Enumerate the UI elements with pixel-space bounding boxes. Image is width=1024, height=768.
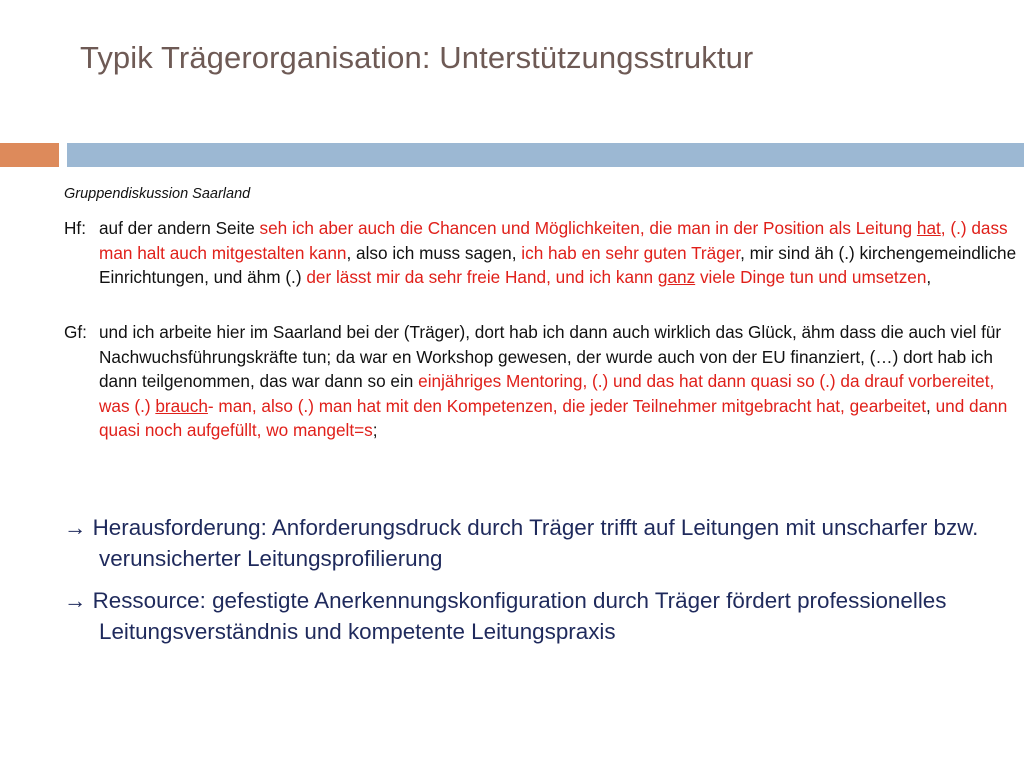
gf-text-3: ;: [372, 420, 378, 441]
hf-text-2: , also ich muss sagen,: [346, 242, 522, 263]
hf-highlight-4: der lässt mir da sehr freie Hand, und ich kann: [306, 267, 658, 288]
gf-underline-1: brauch: [155, 395, 208, 416]
gf-text-2: ,: [926, 395, 936, 416]
hf-text-1: auf der andern Seite: [99, 218, 260, 238]
slide-title: Typik Trägerorganisation: Unterstützungsstruktur: [80, 40, 754, 75]
transcript-turn-gf: [64, 320, 1024, 443]
conclusion-challenge: → Herausforderung: Anforderungsdruck durch Träger trifft auf Leitungen mit unscharfer bzw. verunsicherter Leitungsprofilierung: [64, 515, 979, 571]
gf-highlight-2: - man, also (.) man hat mit den Kompetenzen, die jeder Teilnehmer mitgebracht hat, gearbeitet: [207, 395, 927, 416]
gf-text-1: und ich arbeite hier im Saarland bei der (Träger), dort hab ich dann auch wirklich das Glück, ähm dass die auch viel für Nachwuchsführungskräfte tun; da war en Workshop gewesen, der wurde auch von der EU finanziert, (…) dort hab ich dann teilgenommen, das war dann so ein: [99, 322, 1002, 392]
accent-bar-orange: [0, 143, 59, 167]
hf-highlight-5: viele Dinge tun und umsetzen: [695, 267, 927, 288]
accent-bar-blue: [67, 143, 1024, 167]
source-label: Gruppendiskussion Saarland: [64, 186, 251, 202]
hf-highlight-1: seh ich aber auch die Chancen und Möglichkeiten, die man in der Position als Leitung: [259, 218, 917, 238]
hf-underline-2: ganz: [657, 267, 696, 288]
conclusion-resource: → Ressource: gefestigte Anerkennungskonfiguration durch Träger fördert professionelles Leitungsverständnis und kompetente Leitungspraxis: [64, 588, 947, 644]
gf-highlight-1: einjähriges Mentoring, (.) und das hat dann quasi so (.) da drauf vorbereitet, was (.): [99, 371, 995, 416]
hf-highlight-2: , (.) dass man halt auch mitgestalten kann: [99, 218, 1008, 263]
hf-text-4: ,: [926, 267, 932, 288]
transcript-turn-hf: [64, 216, 1024, 290]
hf-highlight-3: ich hab en sehr guten Träger: [521, 242, 741, 263]
gf-highlight-3: und dann quasi noch aufgefüllt, wo mangelt=s: [99, 395, 1008, 441]
speaker-label-gf: Gf:: [64, 322, 87, 342]
hf-text-3: , mir sind äh (.) kirchengemeindliche Einrichtungen, und ähm (.): [99, 242, 1017, 288]
speaker-label-hf: Hf:: [64, 218, 86, 238]
hf-underline-1: hat: [916, 218, 941, 238]
